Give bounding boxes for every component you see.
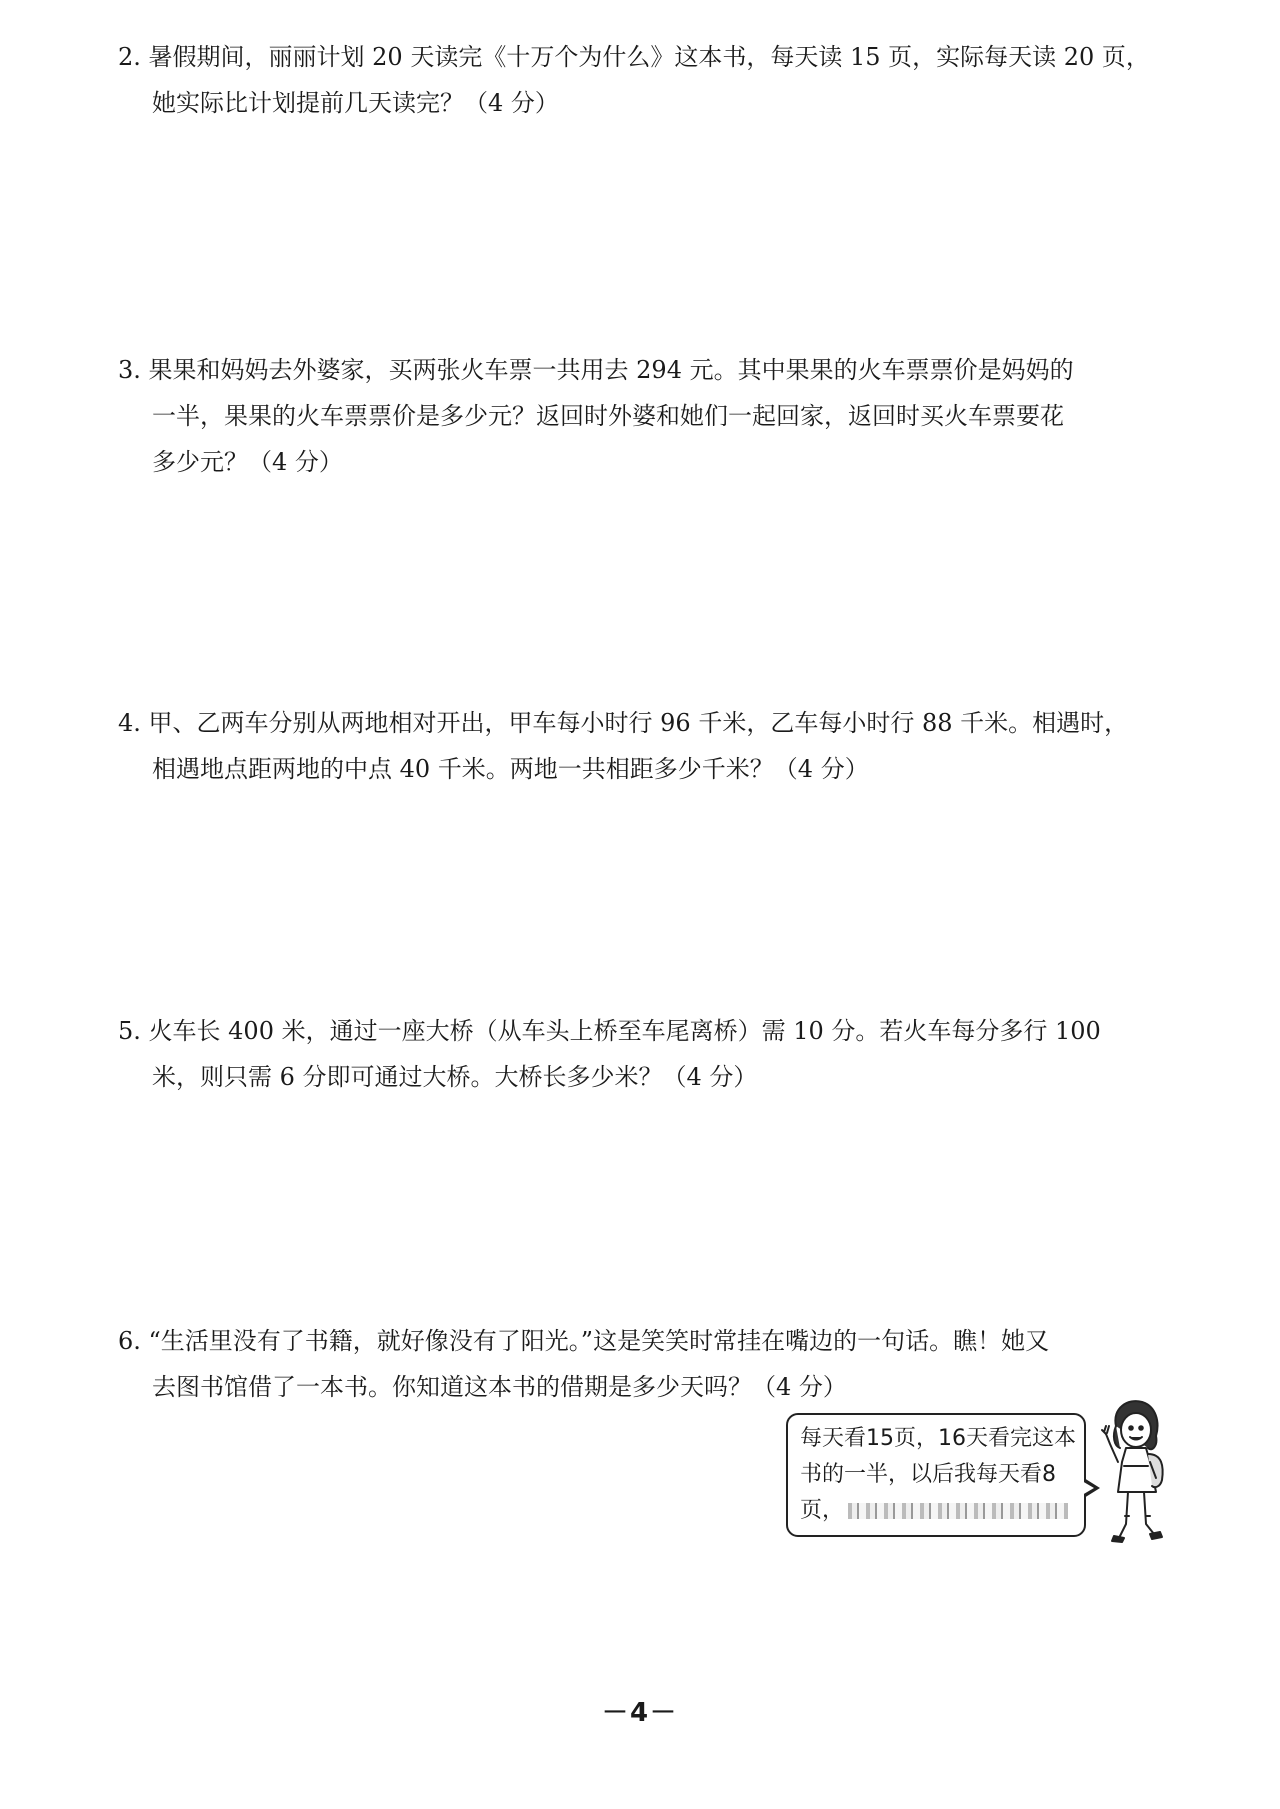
question-3-line-2: 一半，果果的火车票票价是多少元？返回时外婆和她们一起回家，返回时买火车票要花 (152, 402, 1064, 430)
question-5 (118, 1008, 1178, 1100)
question-4-line-2: 相遇地点距两地的中点 40 千米。两地一共相距多少千米？（4 分） (152, 755, 869, 783)
speech-bubble (786, 1413, 1086, 1537)
question-3-line-1: 3. 果果和妈妈去外婆家，买两张火车票一共用去 294 元。其中果果的火车票票价是妈妈的 (118, 356, 1074, 384)
question-5-line-1: 5. 火车长 400 米，通过一座大桥（从车头上桥至车尾离桥）需 10 分。若火车每分多行 100 (118, 1017, 1101, 1045)
page-number: －4－ (601, 1698, 679, 1728)
question-2-line-1: 2. 暑假期间，丽丽计划 20 天读完《十万个为什么》这本书，每天读 15 页，实际每天读 20 页， (118, 43, 1150, 71)
speech-bubble-tail-fill (1082, 1481, 1094, 1495)
question-2 (118, 34, 1178, 126)
question-6-line-2: 去图书馆借了一本书。你知道这本书的借期是多少天吗？（4 分） (152, 1373, 847, 1401)
question-4 (118, 700, 1178, 792)
question-6 (118, 1318, 1178, 1410)
question-6-line-1: 6. “生活里没有了书籍，就好像没有了阳光。”这是笑笑时常挂在嘴边的一句话。瞧！她又 (118, 1327, 1050, 1355)
speech-bubble-line-3: 页， (800, 1493, 1072, 1529)
question-3-line-3: 多少元？（4 分） (152, 448, 343, 476)
speech-bubble-line-1: 每天看15页，16天看完这本 (800, 1426, 1076, 1451)
girl-illustration-icon (1098, 1396, 1170, 1546)
question-5-line-2: 米，则只需 6 分即可通过大桥。大桥长多少米？（4 分） (152, 1063, 758, 1091)
question-2-line-2: 她实际比计划提前几天读完？（4 分） (152, 89, 559, 117)
question-4-line-1: 4. 甲、乙两车分别从两地相对开出，甲车每小时行 96 千米，乙车每小时行 88 千米。相遇时， (118, 709, 1129, 737)
speech-bubble-line-2: 书的一半，以后我每天看8 (800, 1462, 1056, 1487)
obscured-text (848, 1503, 1068, 1519)
question-3 (118, 347, 1178, 485)
